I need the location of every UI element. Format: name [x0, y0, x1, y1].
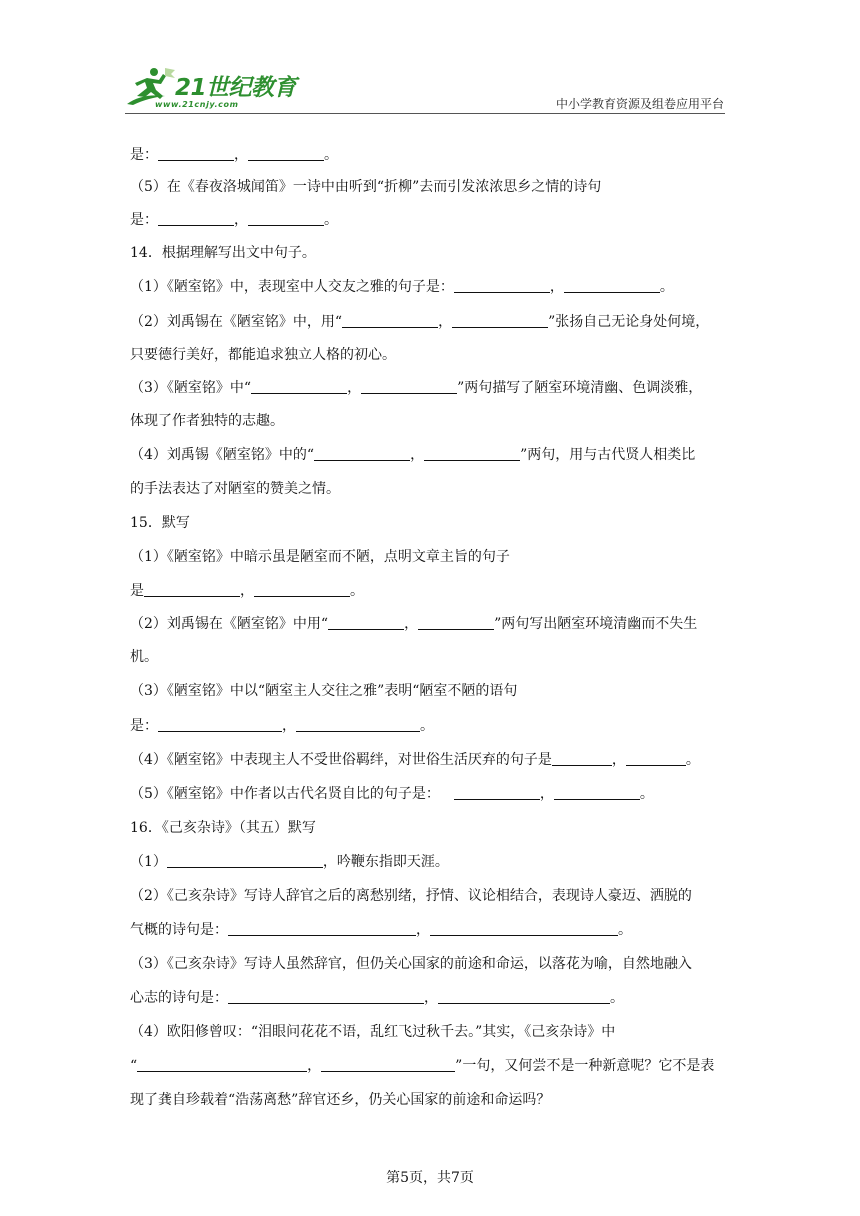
text-line: （4）《陋室铭》中表现主人不受世俗羁绊，对世俗生活厌弃的句子是 ， 。 [130, 752, 700, 768]
text-line: （2）刘禹锡在《陋室铭》中，用“ ， ”张扬自己无论身处何境， [130, 314, 710, 330]
text-line: “ ， ”一句，又何尝不是一种新意呢？它不是表 [130, 1058, 715, 1074]
page-number: 第5页，共7页 [386, 1170, 474, 1186]
answer-blank[interactable] [452, 313, 548, 328]
answer-blank[interactable] [321, 1057, 455, 1072]
text-line: 是： ， 。 [130, 718, 434, 734]
platform-title: 中小学教育资源及组卷应用平台 [555, 97, 724, 111]
site-logo [125, 66, 295, 116]
text-line: （4）欧阳修曾叹：“泪眼问花花不语，乱红飞过秋千去。”其实，《己亥杂诗》中 [130, 1024, 616, 1040]
header-divider [125, 113, 725, 114]
answer-blank[interactable] [342, 313, 438, 328]
question-heading: 14．根据理解写出文中句子。 [130, 245, 316, 261]
question-heading: 16．《己亥杂诗》（其五）默写 [130, 820, 316, 836]
answer-blank[interactable] [158, 211, 234, 226]
text-line: 体现了作者独特的志趣。 [130, 413, 284, 429]
answer-blank[interactable] [626, 751, 686, 766]
text-line: 气概的诗句是： ， 。 [130, 922, 632, 938]
text-line: （5）《陋室铭》中作者以古代名贤自比的句子是： ， 。 [130, 786, 654, 802]
text-line: 现了龚自珍载着“浩荡离愁”辞官还乡，仍关心国家的前途和命运吗？ [130, 1092, 551, 1108]
answer-blank[interactable] [248, 146, 324, 161]
text-line: 机。 [130, 649, 158, 665]
answer-blank[interactable] [328, 615, 404, 630]
answer-blank[interactable] [361, 379, 457, 394]
answer-blank[interactable] [137, 1057, 307, 1072]
answer-blank[interactable] [228, 921, 416, 936]
text-line: （1）《陋室铭》中暗示虽是陋室而不陋，点明文章主旨的句子 [130, 549, 510, 565]
answer-blank[interactable] [144, 582, 240, 597]
text-line: （3）《陋室铭》中以“陋室主人交往之雅”表明“陋室不陋的语句 [130, 683, 518, 699]
text-line: 只要德行美好，都能追求独立人格的初心。 [130, 347, 396, 363]
answer-blank[interactable] [254, 582, 350, 597]
text-line: （3）《己亥杂诗》写诗人虽然辞官，但仍关心国家的前途和命运，以落花为喻，自然地融入 [130, 956, 692, 972]
answer-blank[interactable] [296, 717, 420, 732]
answer-blank[interactable] [430, 921, 618, 936]
answer-blank[interactable] [248, 211, 324, 226]
text-line: 是： ， 。 [130, 147, 338, 163]
text-line: 心志的诗句是： ， 。 [130, 990, 624, 1006]
text-line: 的手法表达了对陋室的赞美之情。 [130, 481, 340, 497]
question-heading: 15．默写 [130, 515, 190, 531]
answer-blank[interactable] [228, 989, 424, 1004]
answer-blank[interactable] [424, 446, 520, 461]
answer-blank[interactable] [251, 379, 347, 394]
answer-blank[interactable] [554, 785, 640, 800]
page-header [0, 0, 860, 120]
answer-blank[interactable] [438, 989, 610, 1004]
text-line: （2）《己亥杂诗》写诗人辞官之后的离愁别绪，抒情、议论相结合，表现诗人豪迈、洒脱的 [130, 888, 692, 904]
answer-blank[interactable] [564, 278, 660, 293]
answer-blank[interactable] [314, 446, 410, 461]
text-line: （4）刘禹锡《陋室铭》中的“ ， ”两句，用与古代贤人相类比 [130, 447, 696, 463]
logo-url: www.21cnjy.com [155, 100, 239, 109]
answer-blank[interactable] [552, 751, 612, 766]
logo-wordmark: 21世纪教育 [175, 75, 297, 101]
text-line: 是 ， 。 [130, 583, 364, 599]
text-line: （5）在《春夜洛城闻笛》一诗中由听到“折柳”去而引发浓浓思乡之情的诗句 [130, 179, 602, 195]
answer-blank[interactable] [158, 717, 282, 732]
text-line: （1）《陋室铭》中，表现室中人交友之雅的句子是： ， 。 [130, 279, 674, 295]
answer-blank[interactable] [418, 615, 494, 630]
text-line: 是： ， 。 [130, 212, 338, 228]
text-line: （1） ，吟鞭东指即天涯。 [130, 854, 449, 870]
text-line: （2）刘禹锡在《陋室铭》中用“ ， ”两句写出陋室环境清幽而不失生 [130, 616, 698, 632]
answer-blank[interactable] [454, 278, 550, 293]
answer-blank[interactable] [454, 785, 540, 800]
answer-blank[interactable] [167, 853, 323, 868]
answer-blank[interactable] [158, 146, 234, 161]
text-line: （3）《陋室铭》中“ ， ”两句描写了陋室环境清幽、色调淡雅， [130, 380, 703, 396]
